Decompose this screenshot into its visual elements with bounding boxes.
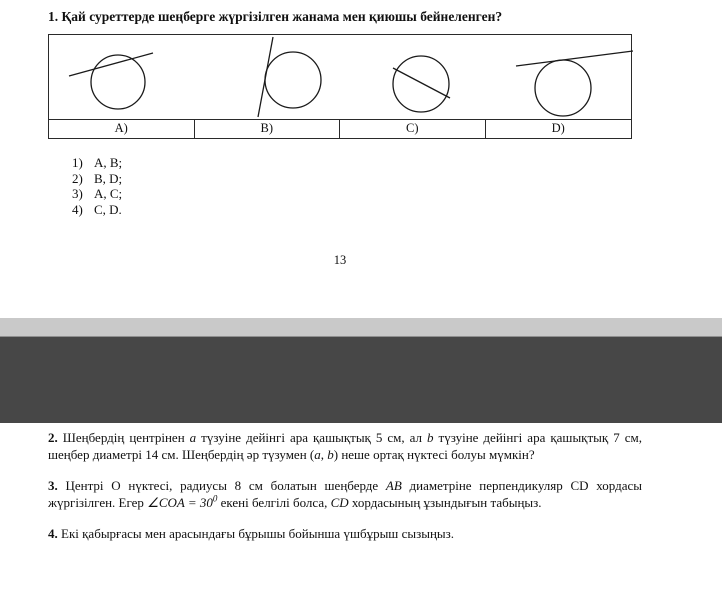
option-1 [72,155,722,171]
option-3-marker: 3) [72,186,83,201]
figure-label-c: C) [340,120,486,138]
circle-tangent-figure-d-icon [487,35,633,120]
figure-cell-d [487,35,633,120]
circle-secant-figure-a-icon [49,35,195,120]
figure-label-row [49,120,631,138]
circle-tangent-figure-b-icon [195,35,341,120]
figure-label-a: A) [49,120,195,138]
figure-cell-c [341,35,487,120]
figure-row [49,35,631,120]
option-3 [72,186,722,202]
circle-secant-figure-c-icon [341,35,487,120]
page-separator-dark-strip [0,337,722,423]
figure-cell-a [49,35,195,120]
option-1-text: A, B; [94,155,123,170]
question-1-text: 1. Қай суреттерде шеңберге жүргізілген жанама мен қиюшы бейнеленген? [48,9,503,24]
option-3-text: A, C; [94,186,123,201]
option-2-marker: 2) [72,170,83,186]
option-4-marker: 4) [72,201,83,217]
figure-table [48,34,632,139]
option-2-text: B, D; [94,170,123,186]
figure-label-b: B) [195,120,341,138]
question-4-text: 4. Екі қабырғасы мен арасындағы бұрышы бойынша үшбұрыш сызыңыз. [48,526,455,541]
figure-label-d: D) [551,121,565,135]
option-1-marker: 1) [72,155,83,170]
page-separator-light-strip [0,318,722,337]
page-separator [0,318,722,423]
scanned-page-bottom [0,423,722,590]
answer-options-list [72,155,722,217]
figure-cell-b [195,35,341,120]
option-4-text: C, D. [94,201,122,217]
question-3-text: 3. Центрі О нүктесі, радиусы 8 см болатын шеңберде AB диаметріне перпендикуляр CD хордасы жүргізілген. Егер ∠COA = $30^0$ екені белгілі болса, CD хордасының ұзындығын табыңыз. [48,478,642,510]
option-4 [72,202,722,218]
question-2-text: 2. Шеңбердің центрінен a түзуіне дейінгі ара қашықтық 5 см, ал b түзуіне дейінгі ара қашықтық 7 см, шеңбер диаметрі 14 см. Шеңбердің әр түзумен (a, b) неше ортақ нүктесі болуы мүмкін? [48,430,642,462]
page-number: 13 [333,253,347,267]
option-2 [72,171,722,187]
